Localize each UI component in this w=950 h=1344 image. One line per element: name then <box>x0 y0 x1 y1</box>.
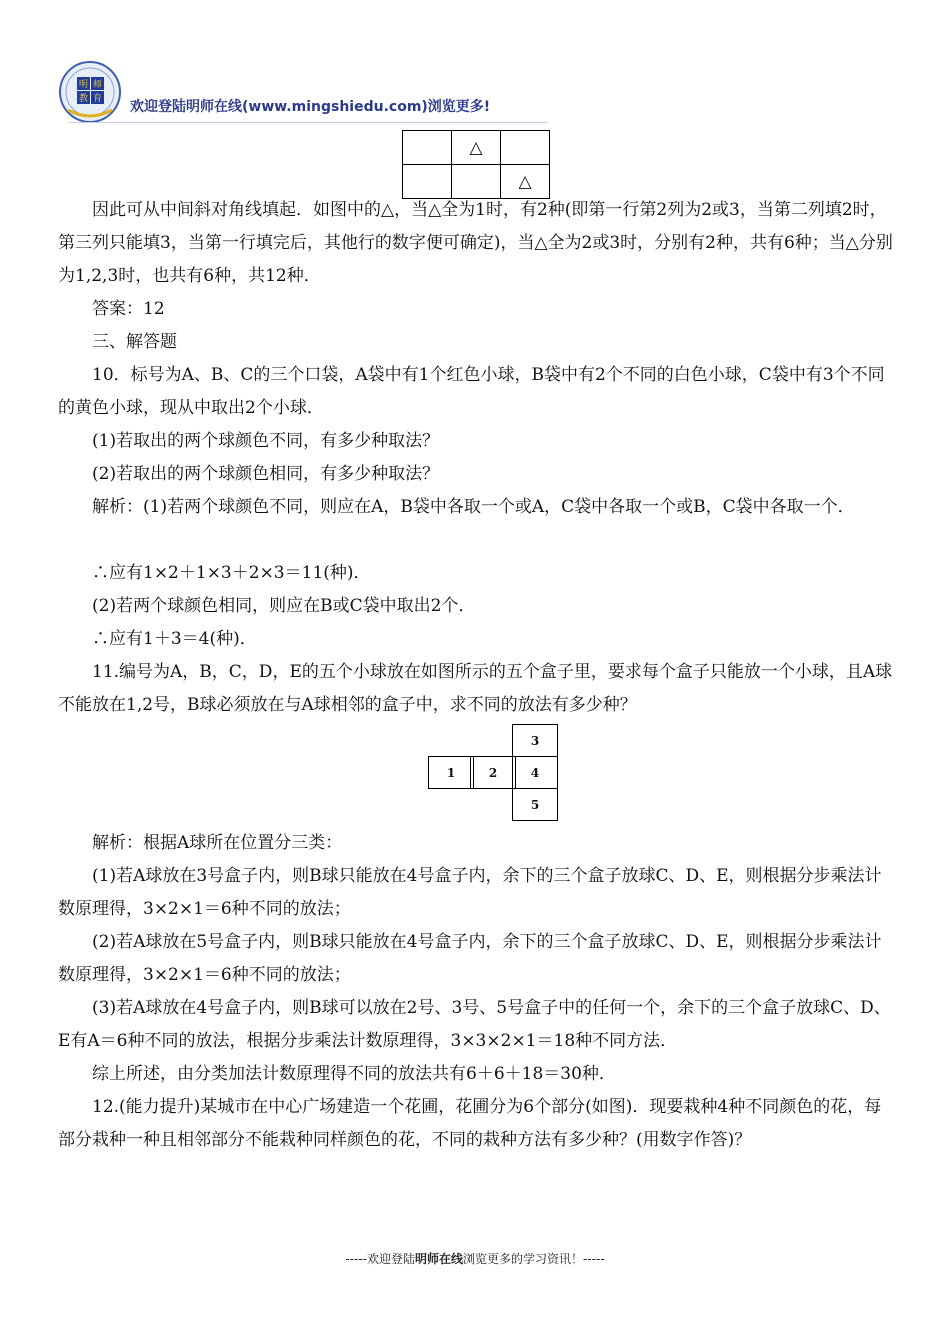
section-heading: 三、解答题 <box>92 332 177 352</box>
solution-intro: 解析：根据A球所在位置分三类： <box>92 833 343 853</box>
case-2: (2)若A球放在5号盒子内，则B球只能放在4号盒子内，余下的三个盒子放球C、D、E，则根据分步乘法计数原理得，3×2×1＝6种不同的放法； <box>58 932 882 985</box>
header-text: 欢迎登陆明师在线(www.mingshiedu.com)浏览更多! <box>130 99 491 115</box>
grid-cell <box>501 131 550 165</box>
svg-text:师: 师 <box>92 80 103 90</box>
equation-line: ∴应有1＋3＝4(种)． <box>92 629 257 649</box>
question-1: (1)若取出的两个球颜色不同，有多少种取法？ <box>92 431 440 451</box>
triangle-grid <box>402 130 550 199</box>
grid-cell: △ <box>452 131 501 165</box>
grid-cell <box>403 131 452 165</box>
svg-text:育: 育 <box>92 94 103 104</box>
footer-prefix: -----欢迎登陆 <box>345 1252 415 1266</box>
problem-12: 12.(能力提升)某城市在中心广场建造一个花圃，花圃分为6个部分(如图)．现要栽种4种不同颜色的花，每部分栽种一种且相邻部分不能栽种同样颜色的花，不同的栽种方法有多少种？(用数字作答)？ <box>58 1097 882 1150</box>
answer-line: 答案：12 <box>92 299 165 319</box>
box-5: 5 <box>512 788 558 821</box>
box-3: 3 <box>512 724 558 757</box>
box-1: 1 <box>428 756 474 789</box>
case-3: (3)若A球放在4号盒子内，则B球可以放在2号、3号、5号盒子中的任何一个，余下的三个盒子放球C、D、E有A＝6种不同的放法，根据分步乘法计数原理得，3×3×2×1＝18种不同方法． <box>58 998 891 1051</box>
paragraph: 因此可从中间斜对角线填起．如图中的△，当△全为1时，有2种(即第一行第2列为2或3，当第二列填2时，第三列只能填3，当第一行填完后，其他行的数字便可确定)，当△全为2或3时，分别有2种，共有6种；当△分别为1,2,3时，也共有6种，共12种． <box>58 200 893 286</box>
mingshi-logo <box>58 60 122 124</box>
equation-line: ∴应有1×2＋1×3＋2×3＝11(种)． <box>92 563 371 583</box>
solution-part-2: (2)若两个球颜色相同，则应在B或C袋中取出2个． <box>92 596 476 616</box>
header-divider <box>68 122 548 123</box>
problem-10: 10．标号为A、B、C的三个口袋，A袋中有1个红色小球，B袋中有2个不同的白色小球，C袋中有3个不同的黄色小球，现从中取出2个小球． <box>58 365 885 418</box>
question-2: (2)若取出的两个球颜色相同，有多少种取法？ <box>92 464 440 484</box>
box-4: 4 <box>512 756 558 789</box>
footer-suffix: 浏览更多的学习资讯！----- <box>463 1252 605 1266</box>
page-footer <box>0 1250 950 1267</box>
box-2: 2 <box>470 756 516 789</box>
svg-text:教: 教 <box>78 94 89 104</box>
page-header <box>58 60 658 122</box>
svg-text:明: 明 <box>78 80 89 90</box>
problem-11: 11.编号为A，B，C，D，E的五个小球放在如图所示的五个盒子里，要求每个盒子只能放一个小球，且A球不能放在1,2号，B球必须放在与A球相邻的盒子中，求不同的放法有多少种？ <box>58 662 893 715</box>
summary-line: 综上所述，由分类加法计数原理得不同的放法共有6＋6＋18＝30种． <box>92 1064 616 1084</box>
solution-part-1: 解析：(1)若两个球颜色不同，则应在A，B袋中各取一个或A，C袋中各取一个或B，C袋中各取一个． <box>92 497 855 517</box>
footer-brand: 明师在线 <box>414 1252 463 1266</box>
grid-cell: △ <box>501 165 550 199</box>
case-1: (1)若A球放在3号盒子内，则B球只能放在4号盒子内，余下的三个盒子放球C、D、E，则根据分步乘法计数原理得，3×2×1＝6种不同的放法； <box>58 866 882 919</box>
